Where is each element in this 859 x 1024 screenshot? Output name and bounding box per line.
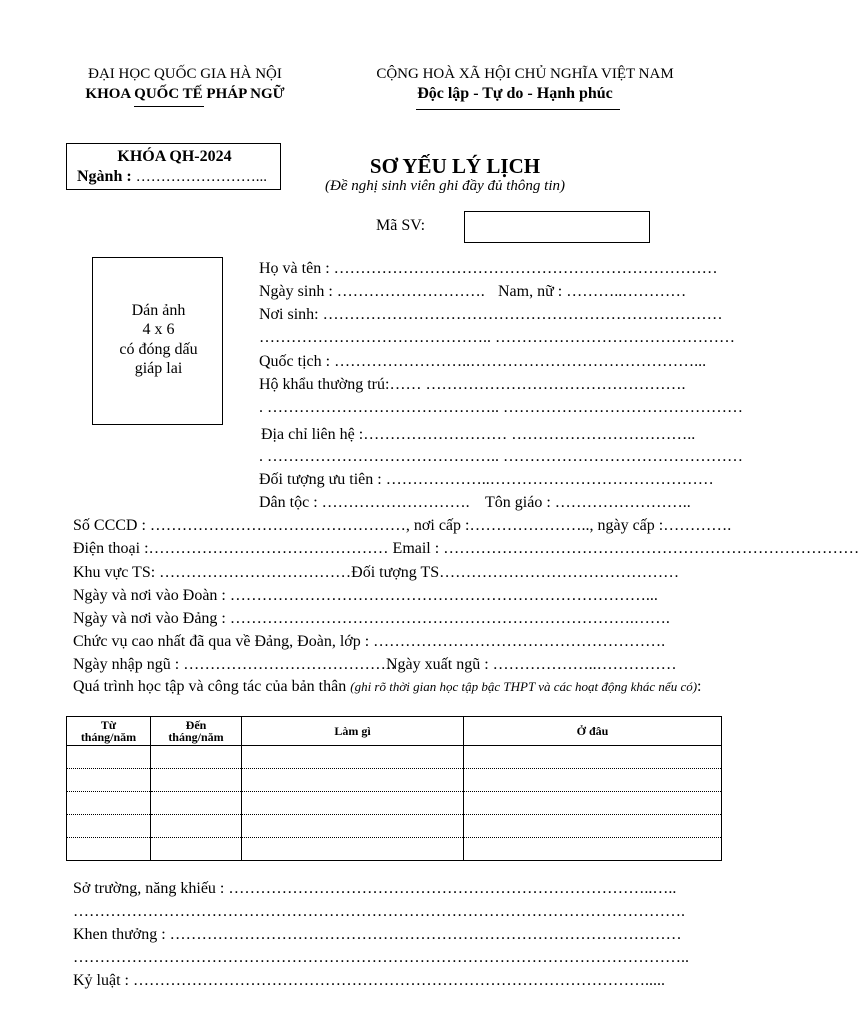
nationality-field[interactable]: Quốc tịch : ……………………..……………………………………... bbox=[259, 353, 707, 370]
photo-line-1: Dán ảnh bbox=[131, 302, 186, 319]
strengths-cont-field[interactable]: ……………………………………………………………………………………………………. bbox=[73, 903, 685, 920]
history-table bbox=[66, 716, 722, 861]
photo-line-4: giáp lai bbox=[134, 360, 183, 377]
faculty-underline bbox=[134, 106, 204, 107]
table-cell[interactable] bbox=[151, 838, 242, 861]
major-line bbox=[77, 168, 267, 186]
birthplace-cont-field[interactable]: …………………………………….. ……………………………………… bbox=[259, 329, 735, 346]
full-name-field[interactable]: Họ và tên : ……………………………………………………………… bbox=[259, 260, 718, 277]
major-label: Ngành : bbox=[77, 168, 132, 185]
student-id-field[interactable] bbox=[464, 211, 650, 243]
photo-box bbox=[92, 257, 223, 425]
form-title: SƠ YẾU LÝ LỊCH bbox=[369, 154, 541, 178]
form-subtitle: (Đề nghị sinh viên ghi đầy đủ thông tin) bbox=[325, 178, 565, 194]
table-row bbox=[67, 746, 722, 769]
region-field[interactable]: Khu vực TS: ………………………………Đối tượng TS……………………………………… bbox=[73, 564, 680, 581]
ethnicity-field[interactable]: Dân tộc : ………………………. bbox=[259, 494, 470, 511]
table-cell[interactable] bbox=[67, 815, 151, 838]
religion-field[interactable]: Tôn giáo : …………………….. bbox=[485, 494, 691, 511]
cohort-label: KHÓA QH-2024 bbox=[117, 148, 232, 165]
id-card-field[interactable]: Số CCCD : …………………………………………, nơi cấp :………………….., ngày cấp :…………. bbox=[73, 517, 732, 534]
awards-field[interactable]: Khen thưởng : …………………………………………………………………………………… bbox=[73, 926, 682, 943]
faculty-name: KHOA QUỐC TẾ PHÁP NGỮ bbox=[85, 86, 285, 102]
table-cell[interactable] bbox=[151, 815, 242, 838]
table-cell[interactable] bbox=[67, 746, 151, 769]
table-cell[interactable] bbox=[67, 838, 151, 861]
table-cell[interactable] bbox=[464, 815, 722, 838]
table-cell[interactable] bbox=[464, 838, 722, 861]
table-cell[interactable] bbox=[67, 769, 151, 792]
priority-field[interactable]: Đối tượng ưu tiên : ………………..…………………………………… bbox=[259, 471, 714, 488]
party-field[interactable]: Ngày và nơi vào Đảng : ………………………………………………………………….……. bbox=[73, 610, 670, 627]
history-colon: : bbox=[697, 678, 702, 695]
table-cell[interactable] bbox=[242, 746, 464, 769]
youth-union-field[interactable]: Ngày và nơi vào Đoàn : ……………………………………………………………………... bbox=[73, 587, 658, 604]
contact-cont-field[interactable]: . …………………………………….. ……………………………………… bbox=[259, 448, 743, 465]
table-cell[interactable] bbox=[151, 769, 242, 792]
table-cell[interactable] bbox=[242, 838, 464, 861]
motto-underline bbox=[416, 109, 620, 110]
household-field[interactable]: Hộ khẩu thường trú:…… …………………………………………. bbox=[259, 376, 686, 393]
history-label-text: Quá trình học tập và công tác của bản thân bbox=[73, 678, 347, 695]
strengths-field[interactable]: Sở trường, năng khiếu : ……………………………………………………………………..….. bbox=[73, 880, 677, 897]
cohort-box bbox=[66, 143, 281, 190]
table-cell[interactable] bbox=[151, 746, 242, 769]
gender-field[interactable]: Nam, nữ : ………..………… bbox=[498, 283, 687, 300]
enlist-field[interactable]: Ngày nhập ngũ : …………………………………. bbox=[73, 656, 396, 673]
table-cell[interactable] bbox=[151, 792, 242, 815]
student-id-label: Mã SV: bbox=[376, 217, 426, 234]
household-cont-field[interactable]: . …………………………………….. ……………………………………… bbox=[259, 399, 743, 416]
table-cell[interactable] bbox=[67, 792, 151, 815]
table-cell[interactable] bbox=[242, 769, 464, 792]
photo-line-2: 4 x 6 bbox=[142, 321, 175, 338]
table-cell[interactable] bbox=[464, 792, 722, 815]
discharge-field[interactable]: Ngày xuất ngũ : ………………..…………… bbox=[386, 656, 677, 673]
table-row bbox=[67, 838, 722, 861]
col-from: Từ tháng/năm bbox=[67, 717, 151, 746]
phone-email-field[interactable]: Điện thoại :……………………………………… Email : …………………………………………………………………… bbox=[73, 540, 859, 557]
major-dots: ……………………... bbox=[135, 169, 267, 185]
national-motto: Độc lập - Tự do - Hạnh phúc bbox=[417, 85, 613, 102]
table-cell[interactable] bbox=[464, 769, 722, 792]
birthplace-field[interactable]: Nơi sinh: ………………………………………………………………… bbox=[259, 306, 723, 323]
col-to: Đến tháng/năm bbox=[151, 717, 242, 746]
col-activity: Làm gì bbox=[242, 717, 464, 746]
photo-line-3: có đóng dấu bbox=[119, 341, 198, 358]
col-place: Ở đâu bbox=[464, 717, 722, 746]
university-name: ĐẠI HỌC QUỐC GIA HÀ NỘI bbox=[88, 66, 282, 82]
table-cell[interactable] bbox=[464, 746, 722, 769]
discipline-field[interactable]: Kỷ luật : ……………………………………………………………………………………..... bbox=[73, 972, 665, 989]
table-row bbox=[67, 792, 722, 815]
table-cell[interactable] bbox=[242, 792, 464, 815]
history-note: (ghi rõ thời gian học tập bậc THPT và các hoạt động khác nếu có) bbox=[350, 679, 698, 694]
history-label bbox=[73, 678, 728, 696]
history-table-header bbox=[67, 717, 722, 746]
highest-position-field[interactable]: Chức vụ cao nhất đã qua về Đảng, Đoàn, lớp : ………………………………………………. bbox=[73, 633, 666, 650]
dob-field[interactable]: Ngày sinh : ………………………. bbox=[259, 283, 485, 300]
contact-field[interactable]: Địa chỉ liên hệ :……………………… …………………………….. bbox=[261, 426, 696, 443]
table-row bbox=[67, 769, 722, 792]
country-name: CỘNG HOÀ XÃ HỘI CHỦ NGHĨA VIỆT NAM bbox=[376, 66, 674, 82]
awards-cont-field[interactable]: …………………………………………………………………………………………………….. bbox=[73, 949, 689, 966]
table-cell[interactable] bbox=[242, 815, 464, 838]
table-row bbox=[67, 815, 722, 838]
